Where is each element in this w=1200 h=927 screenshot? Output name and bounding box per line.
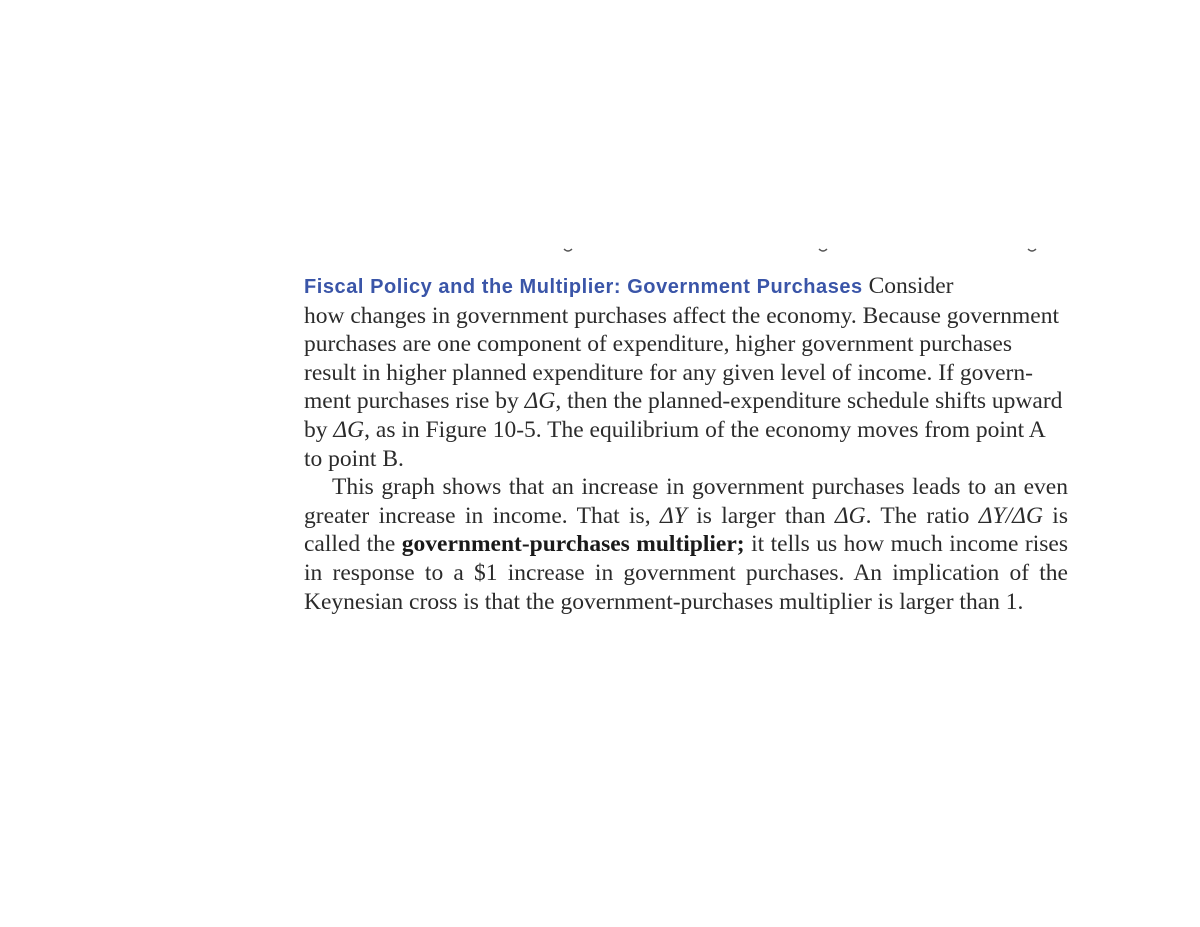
descender-fragment <box>563 246 573 254</box>
paragraph-text: . The ratio <box>865 502 979 529</box>
ratio-symbol: ΔY/ΔG <box>978 502 1043 529</box>
section-heading: Fiscal Policy and the Multiplier: Government Purchases <box>304 276 863 298</box>
paragraph-text: , then the planned-expenditure schedule shifts upward <box>555 388 1063 415</box>
paragraph-text: ment purchases rise by <box>304 388 525 415</box>
delta-g-symbol: ΔG <box>333 416 365 443</box>
delta-g-symbol: ΔG <box>834 502 866 529</box>
paragraph-text: it tells us how much income rises in response to a $1 increase in government purchases. An implication of the Keynesian cross is that the government-purchases multiplier is larger than 1. <box>304 531 1068 615</box>
paragraph-text: Consider <box>862 273 954 299</box>
cropped-previous-line <box>0 246 1200 260</box>
key-term: government-purchases multiplier; <box>401 531 745 558</box>
paragraph-text: This graph shows that an increase in government purchases leads to an even greater increase in income. That is, <box>304 474 1068 529</box>
paragraph-text: result in higher planned expenditure for any given level of income. If govern- <box>304 359 1033 386</box>
textbook-section <box>304 272 1068 616</box>
delta-g-symbol: ΔG <box>524 388 556 415</box>
paragraph-multiplier <box>304 473 1068 616</box>
paragraph-text: , as in Figure 10-5. The equilibrium of the economy moves from point A <box>364 416 1046 443</box>
paragraph-text: how changes in government purchases affect the economy. Because government <box>304 302 1059 329</box>
paragraph-text: is called the <box>304 502 1068 558</box>
delta-y-symbol: ΔY <box>659 502 687 529</box>
paragraph-text: by <box>304 416 334 443</box>
descender-fragment <box>818 246 828 254</box>
paragraph-fiscal-policy-intro <box>304 272 1068 473</box>
paragraph-text: is larger than <box>686 502 835 529</box>
paragraph-text: purchases are one component of expenditure, higher government purchases <box>304 331 1013 358</box>
descender-fragment <box>1027 246 1037 254</box>
paragraph-text: to point B. <box>304 445 404 472</box>
